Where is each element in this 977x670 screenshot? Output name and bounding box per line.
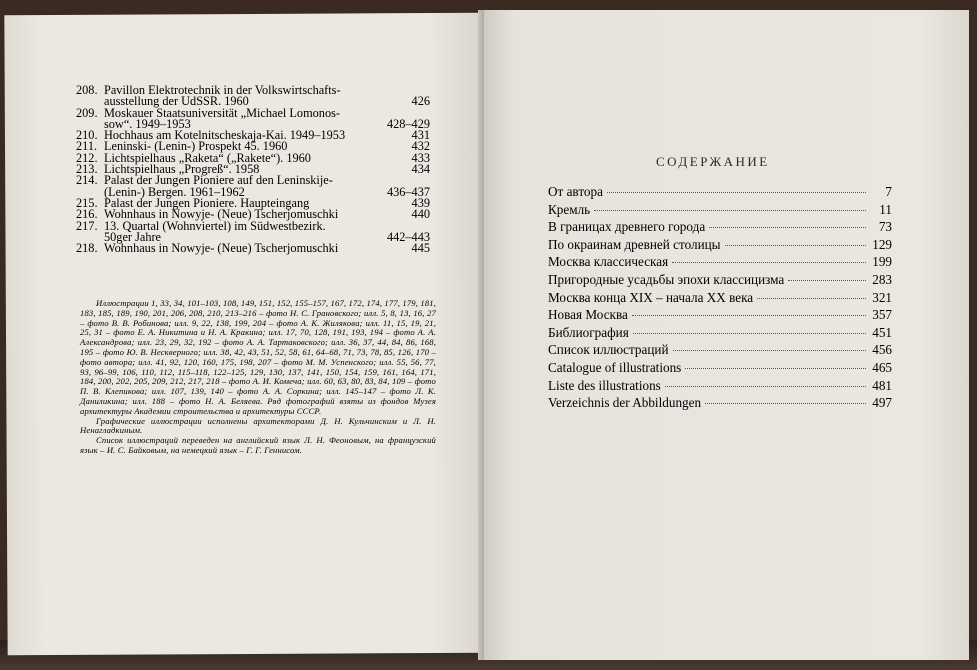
dot-leader	[685, 368, 866, 369]
credits-paragraph: Графические иллюстрации исполнены архитекторами Д. Н. Кульчинским и Л. Н. Ненагладкиным.	[80, 415, 436, 436]
toc-label: Библиография	[548, 324, 629, 340]
item-page: 445	[411, 241, 430, 256]
item-caption: 13. Quartal (Wohnviertel) im Südwestbezirk.	[104, 218, 326, 233]
item-number: 218.	[76, 241, 98, 256]
toc-page-number: 451	[872, 324, 892, 340]
dot-leader	[673, 350, 866, 351]
toc-page-number: 456	[872, 342, 892, 358]
toc-label: Список иллюстраций	[548, 342, 669, 358]
dot-leader	[705, 403, 866, 404]
item-caption: Hochhaus am Kotelnitscheskaja-Kai. 1949–1953	[104, 128, 346, 143]
toc-entry	[548, 307, 892, 325]
item-caption: 50ger Jahre	[104, 229, 162, 244]
item-number: 213.	[76, 162, 98, 177]
toc-page-number: 129	[872, 236, 892, 252]
toc-entry	[548, 342, 892, 360]
item-caption: ausstellung der UdSSR. 1960	[104, 94, 249, 109]
toc-page-number: 199	[872, 254, 892, 270]
toc-page-number: 481	[872, 377, 892, 393]
item-text	[104, 175, 430, 198]
item-page: 432	[411, 139, 430, 154]
photo-credits	[80, 299, 436, 456]
toc-page-number: 465	[872, 359, 892, 375]
dot-leader	[709, 227, 866, 228]
dot-leader	[633, 333, 866, 334]
toc-entry	[548, 254, 892, 272]
dot-leader	[725, 245, 866, 246]
toc-page-number: 321	[872, 289, 892, 305]
list-item	[76, 175, 430, 198]
toc-label: Catalogue of illustrations	[548, 359, 682, 375]
toc-entry	[548, 395, 892, 413]
item-number: 208.	[76, 83, 98, 97]
dot-leader	[672, 262, 866, 263]
dot-leader	[594, 210, 866, 211]
item-page: 433	[411, 150, 430, 165]
toc-label: Пригородные усадьбы эпохи классицизма	[548, 271, 785, 287]
item-page: 434	[411, 162, 430, 177]
item-caption: Wohnhaus in Nowyje- (Neue) Tscherjomuschki	[104, 241, 339, 256]
toc-label: Новая Москва	[548, 307, 628, 323]
dot-leader	[788, 280, 866, 281]
item-caption: Lichtspielhaus „Progreß“. 1958	[104, 162, 260, 177]
dot-leader	[665, 386, 866, 387]
illustration-list	[76, 85, 430, 254]
toc-entry	[548, 184, 892, 202]
list-item	[76, 243, 430, 254]
item-number: 209.	[76, 105, 98, 120]
item-page: 439	[411, 195, 430, 210]
item-text	[104, 105, 430, 131]
toc-label: От автора	[548, 184, 603, 199]
toc-label: В границах древнего города	[548, 219, 706, 235]
item-number: 215.	[76, 195, 98, 210]
toc-label: Liste des illustrations	[548, 377, 661, 393]
item-number: 212.	[76, 150, 98, 165]
table-of-contents	[548, 184, 892, 413]
toc-entry	[548, 325, 892, 343]
item-caption: Pavillon Elektrotechnik in der Volkswirtschafts-	[104, 83, 341, 97]
item-line	[104, 243, 430, 254]
item-page: 436–437	[386, 184, 430, 199]
item-number: 210.	[76, 128, 98, 143]
toc-page-number: 497	[872, 395, 892, 411]
item-number: 217.	[76, 218, 98, 233]
toc-entry	[548, 290, 892, 308]
toc-entry	[548, 378, 892, 396]
credits-paragraph: Список иллюстраций переведен на английский язык Л. Н. Феоновым, на французский язык – И. С. Байковым, на немецкий язык – Г. Г. Геннисом.	[80, 435, 436, 455]
toc-label: Москва классическая	[548, 254, 669, 270]
list-item	[76, 218, 430, 244]
item-caption: Wohnhaus in Nowyje- (Neue) Tscherjomuschki	[104, 207, 339, 222]
dot-leader	[632, 315, 866, 316]
toc-entry	[548, 360, 892, 378]
item-number: 214.	[76, 173, 98, 188]
toc-label: Кремль	[548, 201, 591, 217]
toc-page-number: 283	[872, 271, 892, 287]
item-number: 216.	[76, 207, 98, 222]
toc-page-number: 357	[872, 307, 892, 323]
toc-label: По окраинам древней столицы	[548, 236, 721, 252]
item-text	[104, 218, 430, 244]
item-caption: Palast der Jungen Pioniere auf den Leninskije-	[104, 173, 333, 188]
contents-title: СОДЕРЖАНИЕ	[656, 154, 770, 169]
item-caption: (Lenin-) Bergen. 1961–1962	[104, 184, 245, 199]
toc-page-number: 7	[885, 184, 892, 199]
item-caption: sow“. 1949–1953	[104, 116, 191, 131]
item-page: 426	[411, 94, 430, 109]
item-page: 442–443	[386, 229, 430, 244]
toc-entry	[548, 219, 892, 237]
item-page: 431	[411, 128, 430, 143]
toc-label: Москва конца XIX – начала XX века	[548, 289, 754, 305]
item-caption: Lichtspielhaus „Raketa“ („Rakete“). 1960	[104, 150, 311, 165]
item-caption: Palast der Jungen Pioniere. Haupteingang	[104, 195, 310, 210]
item-page: 428–429	[386, 116, 430, 131]
toc-page-number: 11	[879, 201, 892, 217]
toc-label: Verzeichnis der Abbildungen	[548, 395, 702, 411]
dot-leader	[757, 298, 866, 299]
list-item	[76, 105, 430, 131]
list-item	[76, 85, 430, 108]
toc-page-number: 73	[878, 219, 892, 235]
item-number: 211.	[76, 139, 98, 154]
item-page: 440	[411, 207, 430, 222]
item-text	[104, 243, 430, 254]
dot-leader	[607, 192, 866, 193]
item-caption: Leninski- (Lenin-) Prospekt 45. 1960	[104, 139, 288, 154]
toc-entry	[548, 202, 892, 220]
credits-paragraph: Иллюстрации 1, 33, 34, 101–103, 108, 149, 151, 152, 155–157, 167, 172, 174, 177, 179, 181, 183, 185, 189, 190, 201, 206, 208, 210, 213–216 – фото Н. С. Грановского; илл. 5, 8, 13, 16, 27 – фото В. В. Робинова; илл. 9, 22, 138, 199, 204 – фото А. К. Жиляковa; илл. 11, 15, 19, 21, 25, 31 – фото Е. А. Никитина и Н. А. Кракина; илл. 17, 70, 128, 191, 193, 194 – фото А. А. Александрова; илл. 23, 29, 32, 192 – фото А. А. Тартаковского; илл. 36, 37, 44, 84, 86, 168, 195 – фото Ю. В. Нескверного; илл. 38, 42, 43, 51, 52, 58, 61, 64–68, 71, 73, 78, 85, 126, 170 – фото автора; илл. 41, 92, 120, 160, 175, 198, 207 – фото М. М. Успенского; илл. 55, 56, 77, 93, 96–99, 106, 110, 112, 115–118, 122–125, 129, 130, 137, 141, 150, 154, 159, 161, 164, 171, 184, 200, 202, 205, 209, 212, 217, 218 – фото А. И. Комеча; илл. 60, 63, 80, 83, 84, 109 – фото П. В. Клепикова; илл. 107, 139, 140 – фото А. А. Соркина; илл. 145–147 – фото Л. К. Даниликина; илл. 188 – фото Н. А. Беляева. Ряд фотографий взяты из фондов Музея архитектуры Академии строительства и архитектуры СССР.	[80, 298, 436, 416]
toc-entry	[548, 272, 892, 290]
toc-entry	[548, 237, 892, 255]
item-caption: Moskauer Staatsuniversität „Michael Lomonos-	[104, 105, 340, 120]
item-text	[104, 85, 430, 108]
